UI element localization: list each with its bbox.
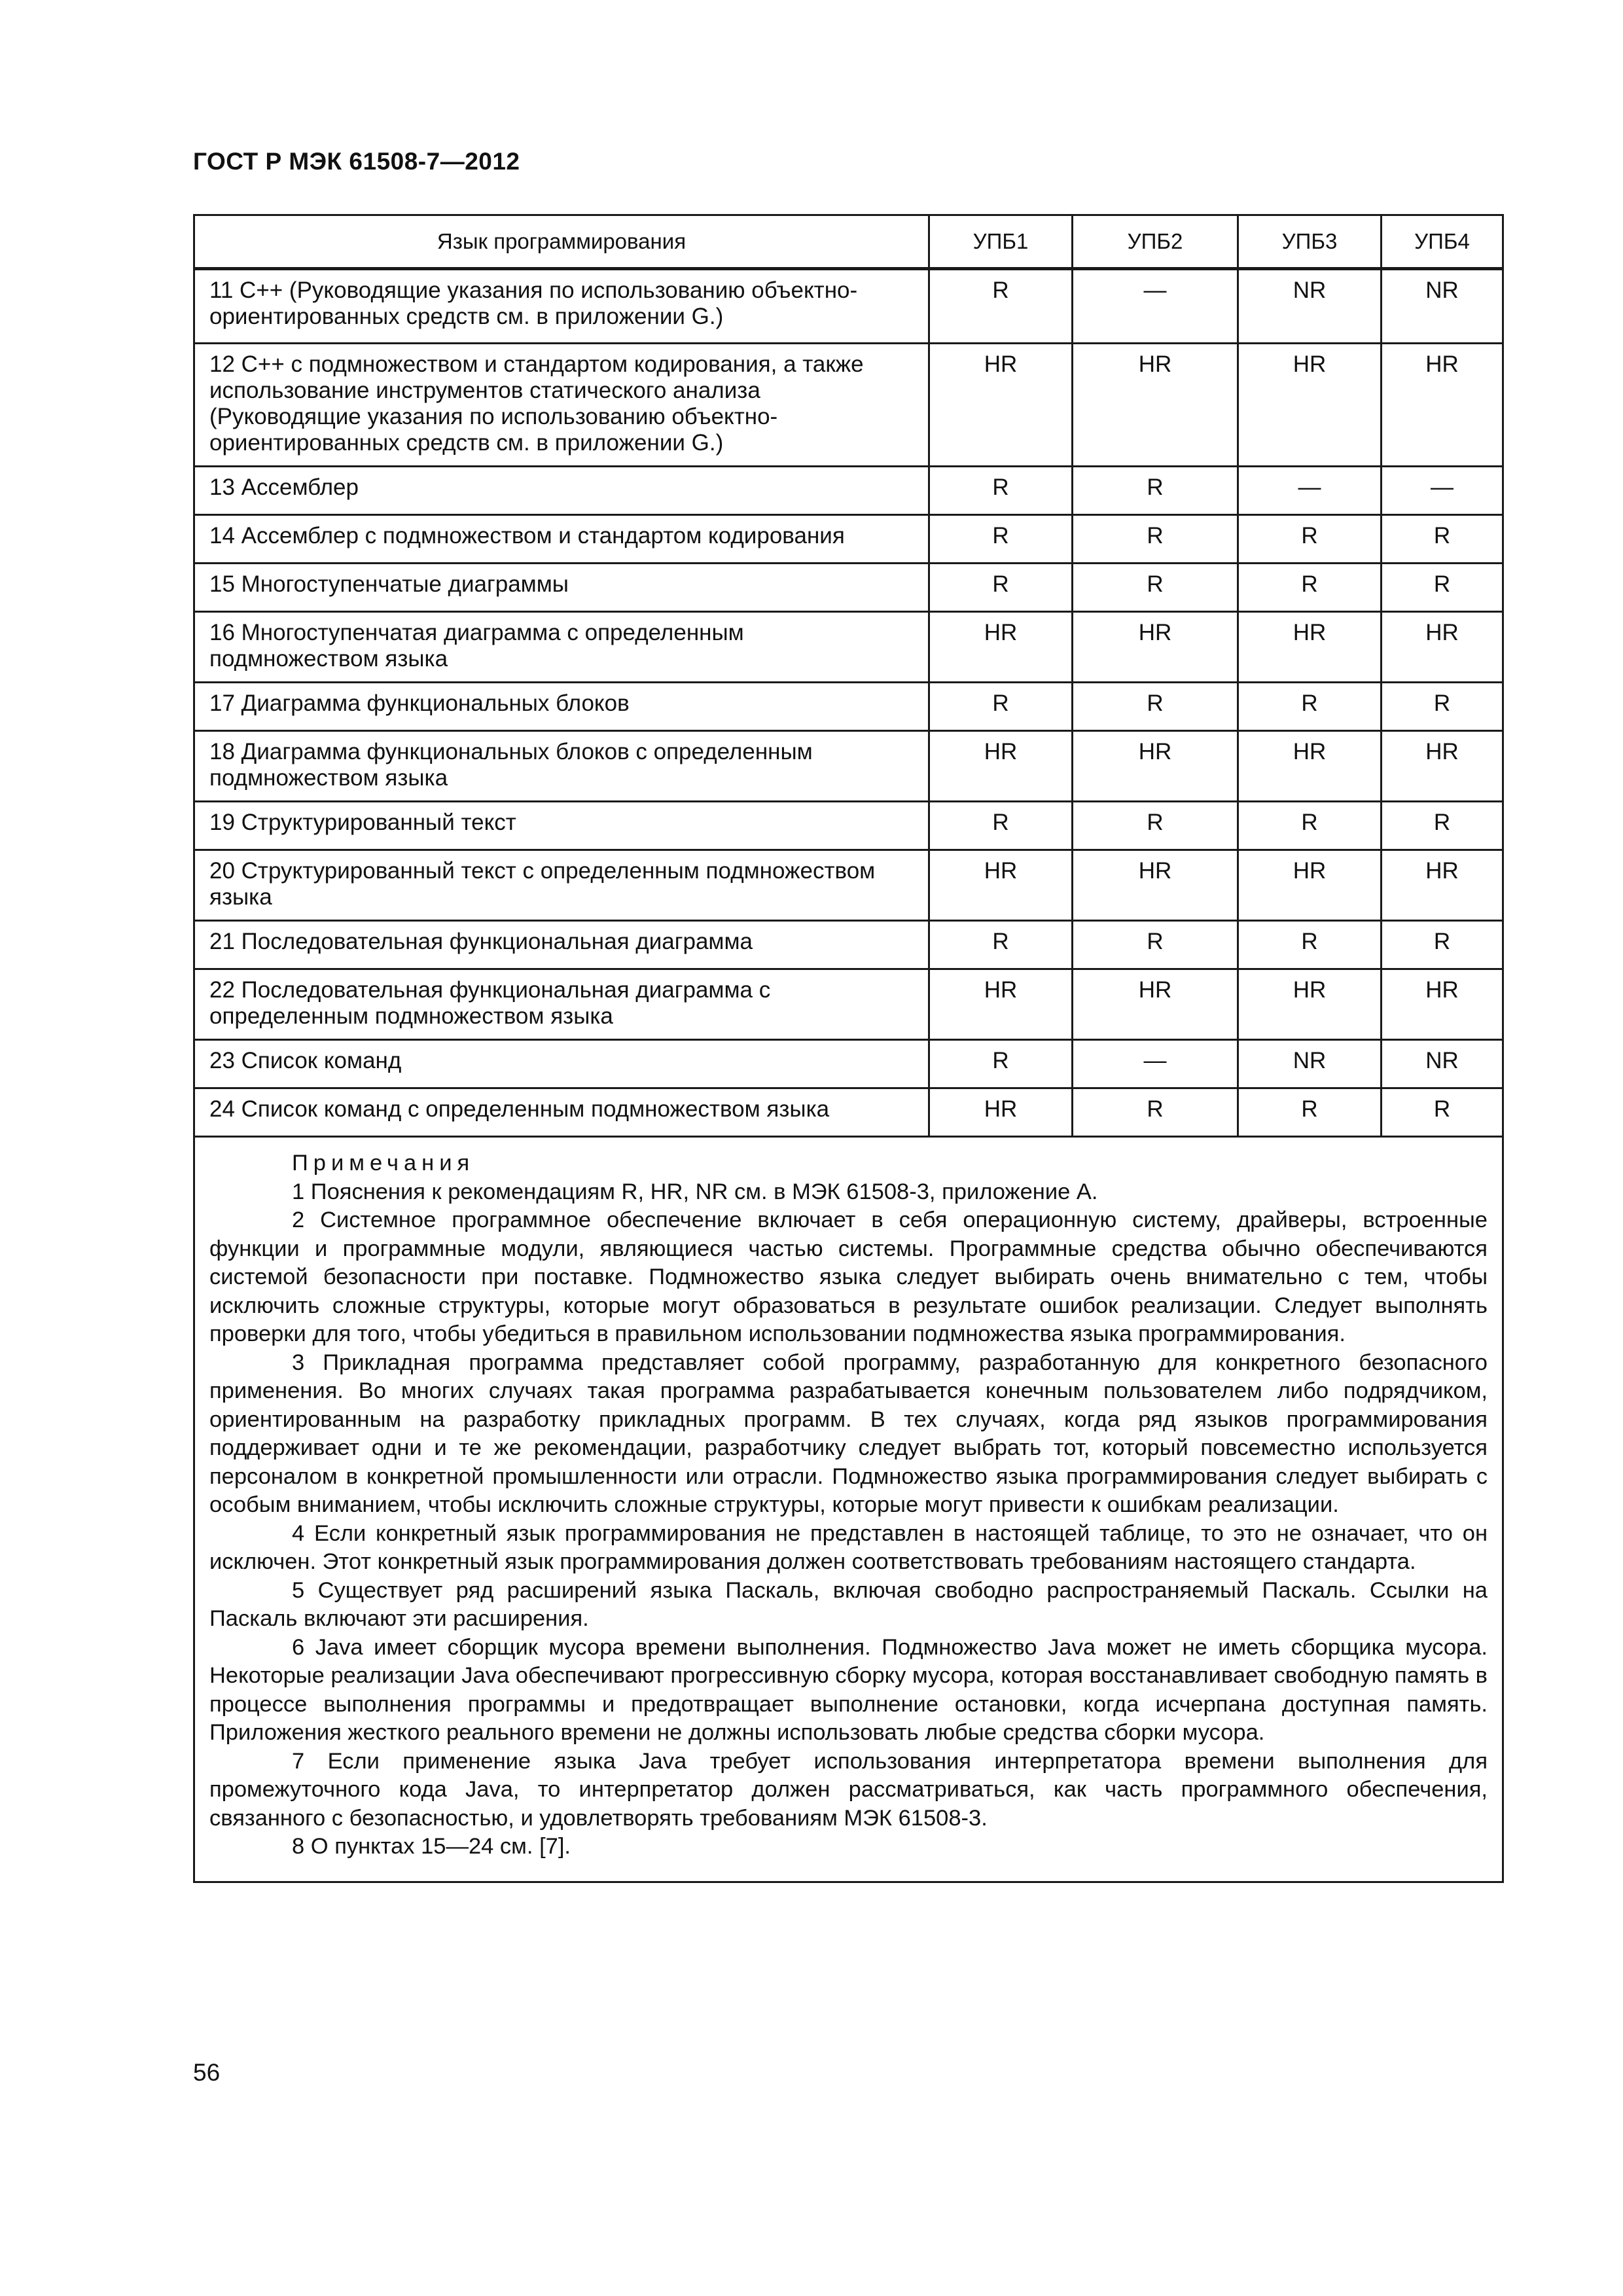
language-cell: 11 С++ (Руководящие указания по использованию объектно-ориентированных средств см. в приложении G.) — [194, 269, 929, 344]
table-header-row — [194, 215, 1503, 269]
note-item: 8 О пунктах 15—24 см. [7]. — [292, 1834, 571, 1859]
table-row — [194, 564, 1503, 612]
note-item: 7 Если применение языка Java требует использования интерпретатора времени выполнения для промежуточного кода Java, то интерпретатор должен рассматриваться, как часть программного обеспечения, связанного с безопасностью, и удовлетворять требованиям МЭК 61508-3. — [209, 1748, 1488, 1831]
language-cell: 18 Диаграмма функциональных блоков с определенным подмножеством языка — [194, 731, 929, 802]
sil3-value-cell: — — [1238, 467, 1382, 515]
sil1-value-cell: HR — [929, 850, 1073, 921]
sil2-value-cell: R — [1073, 564, 1238, 612]
table-row — [194, 969, 1503, 1040]
sil2-value-cell: R — [1073, 467, 1238, 515]
sil2-value-cell: — — [1073, 1040, 1238, 1088]
sil1-value-cell: HR — [929, 612, 1073, 683]
sil4-value-cell: R — [1382, 564, 1503, 612]
column-header-sil3: УПБ3 — [1238, 215, 1382, 269]
sil1-value-cell: R — [929, 802, 1073, 850]
sil4-value-cell: HR — [1382, 969, 1503, 1040]
sil3-value-cell: R — [1238, 802, 1382, 850]
sil2-value-cell: R — [1073, 921, 1238, 969]
sil3-value-cell: NR — [1238, 269, 1382, 344]
note-item: 1 Пояснения к рекомендациям R, HR, NR см. в МЭК 61508-3, приложение А. — [292, 1179, 1098, 1204]
sil4-value-cell: R — [1382, 1088, 1503, 1137]
sil4-value-cell: NR — [1382, 1040, 1503, 1088]
sil1-value-cell: R — [929, 921, 1073, 969]
sil1-value-cell: R — [929, 564, 1073, 612]
note-item: 3 Прикладная программа представляет собой программу, разработанную для конкретного безопасного применения. Во многих случаях такая программа разрабатывается конечным пользователем либо подрядчиком, ориентированным на разработку прикладных программ. В тех случаях, когда ряд языков программирования поддерживает одни и те же рекомендации, разработчику следует выбрать тот, который повсеместно используется персоналом в конкретной промышленности или отрасли. Подмножество языка программирования следует выбирать с особым вниманием, чтобы исключить сложные структуры, которые могут привести к ошибкам реализации. — [209, 1350, 1488, 1517]
language-cell: 20 Структурированный текст с определенным подмножеством языка — [194, 850, 929, 921]
sil3-value-cell: HR — [1238, 850, 1382, 921]
language-cell: 22 Последовательная функциональная диаграмма с определенным подмножеством языка — [194, 969, 929, 1040]
sil2-value-cell: R — [1073, 1088, 1238, 1137]
column-header-language: Язык программирования — [194, 215, 929, 269]
sil2-value-cell: R — [1073, 802, 1238, 850]
note-item: 2 Системное программное обеспечение включает в себя операционную систему, драйверы, встроенные функции и программные модули, являющиеся частью системы. Программные средства обычно обеспечиваются системой безопасности при поставке. Подмножество языка следует выбирать очень внимательно с тем, чтобы исключить сложные структуры, которые могут образоваться в результате ошибок реализации. Следует выполнять проверки для того, чтобы убедиться в правильном использовании подмножества языка программирования. — [209, 1208, 1488, 1346]
sil1-value-cell: HR — [929, 344, 1073, 467]
note-item: 4 Если конкретный язык программирования не представлен в настоящей таблице, то это не означает, что он исключен. Этот конкретный язык программирования должен соответствовать требованиям настоящего стандарта. — [209, 1520, 1488, 1574]
sil2-value-cell: HR — [1073, 344, 1238, 467]
table-row — [194, 612, 1503, 683]
sil3-value-cell: R — [1238, 515, 1382, 564]
sil4-value-cell: HR — [1382, 731, 1503, 802]
language-cell: 16 Многоступенчатая диаграмма с определенным подмножеством языка — [194, 612, 929, 683]
recommendations-table — [193, 214, 1504, 1883]
notes-list — [209, 1178, 1488, 1861]
sil1-value-cell: HR — [929, 731, 1073, 802]
sil2-value-cell: R — [1073, 515, 1238, 564]
table-row — [194, 1088, 1503, 1137]
table-row — [194, 1040, 1503, 1088]
sil3-value-cell: R — [1238, 921, 1382, 969]
sil3-value-cell: NR — [1238, 1040, 1382, 1088]
sil3-value-cell: R — [1238, 1088, 1382, 1137]
sil4-value-cell: R — [1382, 683, 1503, 731]
table-row — [194, 850, 1503, 921]
document-header: ГОСТ Р МЭК 61508-7—2012 — [193, 148, 520, 175]
sil4-value-cell: R — [1382, 515, 1503, 564]
sil2-value-cell: HR — [1073, 731, 1238, 802]
table-row — [194, 269, 1503, 344]
table-row — [194, 731, 1503, 802]
sil3-value-cell: HR — [1238, 969, 1382, 1040]
sil4-value-cell: — — [1382, 467, 1503, 515]
language-cell: 14 Ассемблер с подмножеством и стандартом кодирования — [194, 515, 929, 564]
column-header-sil4: УПБ4 — [1382, 215, 1503, 269]
page-number: 56 — [193, 2059, 221, 2086]
sil2-value-cell: HR — [1073, 850, 1238, 921]
table-row — [194, 515, 1503, 564]
sil4-value-cell: R — [1382, 802, 1503, 850]
language-cell: 21 Последовательная функциональная диаграмма — [194, 921, 929, 969]
sil1-value-cell: R — [929, 683, 1073, 731]
sil1-value-cell: HR — [929, 1088, 1073, 1137]
sil3-value-cell: HR — [1238, 344, 1382, 467]
table-row — [194, 683, 1503, 731]
sil3-value-cell: R — [1238, 564, 1382, 612]
sil1-value-cell: R — [929, 467, 1073, 515]
sil1-value-cell: HR — [929, 969, 1073, 1040]
notes-row — [194, 1137, 1503, 1882]
sil3-value-cell: R — [1238, 683, 1382, 731]
language-cell: 19 Структурированный текст — [194, 802, 929, 850]
sil2-value-cell: — — [1073, 269, 1238, 344]
sil4-value-cell: R — [1382, 921, 1503, 969]
sil3-value-cell: HR — [1238, 612, 1382, 683]
sil3-value-cell: HR — [1238, 731, 1382, 802]
notes-cell — [194, 1137, 1503, 1882]
language-cell: 12 С++ с подмножеством и стандартом кодирования, а также использование инструментов статического анализа (Руководящие указания по использованию объектно-ориентированных средств см. в приложении G.) — [194, 344, 929, 467]
table-row — [194, 802, 1503, 850]
table-row — [194, 921, 1503, 969]
note-item: 6 Java имеет сборщик мусора времени выполнения. Подмножество Java может не иметь сборщика мусора. Некоторые реализации Java обеспечивают прогрессивную сборку мусора, которая восстанавливает свободную память в процессе выполнения программы и предотвращает выполнение остановки, когда исчерпана доступная память. Приложения жесткого реального времени не должны использовать любые средства сборки мусора. — [209, 1634, 1488, 1745]
sil4-value-cell: HR — [1382, 850, 1503, 921]
sil4-value-cell: NR — [1382, 269, 1503, 344]
sil2-value-cell: R — [1073, 683, 1238, 731]
table-row — [194, 344, 1503, 467]
sil2-value-cell: HR — [1073, 969, 1238, 1040]
table-body — [194, 269, 1503, 1137]
language-cell: 23 Список команд — [194, 1040, 929, 1088]
notes-title: Примечания — [292, 1151, 475, 1175]
note-item: 5 Существует ряд расширений языка Паскаль, включая свободно распространяемый Паскаль. Ссылки на Паскаль включают эти расширения. — [209, 1577, 1488, 1631]
language-cell: 24 Список команд с определенным подмножеством языка — [194, 1088, 929, 1137]
sil1-value-cell: R — [929, 269, 1073, 344]
language-cell: 13 Ассемблер — [194, 467, 929, 515]
column-header-sil1: УПБ1 — [929, 215, 1073, 269]
table-row — [194, 467, 1503, 515]
language-cell: 17 Диаграмма функциональных блоков — [194, 683, 929, 731]
sil1-value-cell: R — [929, 515, 1073, 564]
column-header-sil2: УПБ2 — [1073, 215, 1238, 269]
sil2-value-cell: HR — [1073, 612, 1238, 683]
sil1-value-cell: R — [929, 1040, 1073, 1088]
sil4-value-cell: HR — [1382, 344, 1503, 467]
sil4-value-cell: HR — [1382, 612, 1503, 683]
language-cell: 15 Многоступенчатые диаграммы — [194, 564, 929, 612]
